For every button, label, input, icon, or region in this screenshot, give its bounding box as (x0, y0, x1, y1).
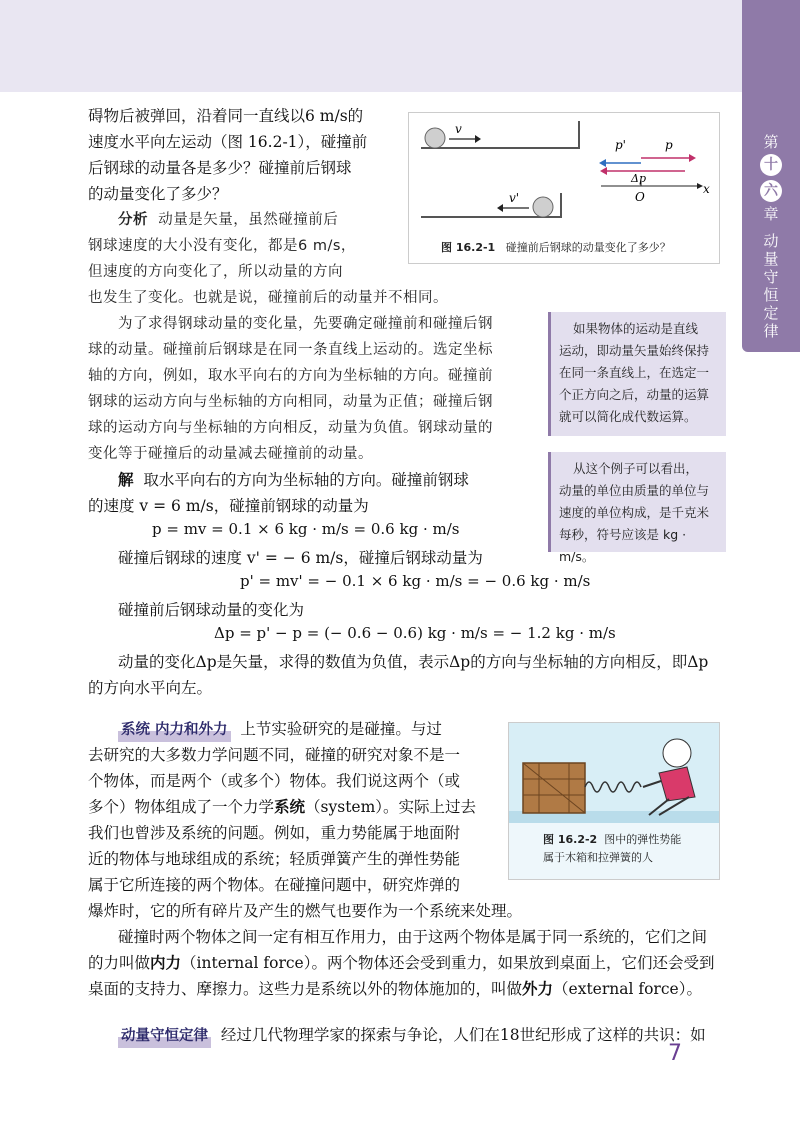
solution-line: 的方向水平向左。 (88, 679, 213, 697)
section-heading-system: 系统 内力和外力 (118, 718, 231, 742)
p-prime-label: p' (615, 138, 626, 152)
equation-2: p' = mv' = − 0.1 × 6 kg · m/s = − 0.6 kg · m/s (240, 572, 591, 590)
analysis-line: 球的运动方向与坐标轴的方向相反，动量为负值。钢球动量的 (88, 420, 493, 436)
solution-line: 动量的变化Δp是矢量，求得的数值为负值，表示Δp的方向与坐标轴的方向相反，即Δp (118, 653, 709, 671)
solution-line: 碰撞后钢球的速度 v' = − 6 m/s，碰撞后钢球动量为 (118, 549, 483, 567)
analysis-line: 钢球速度的大小没有变化，都是6 m/s， (88, 238, 356, 254)
equation-1: p = mv = 0.1 × 6 kg · m/s = 0.6 kg · m/s (152, 520, 460, 538)
system-line: 系统 内力和外力 上节实验研究的是碰撞。与过 (118, 717, 442, 742)
chapter-prefix: 第 (763, 133, 779, 151)
system-line: 的力叫做内力（internal force）。两个物体还会受到重力，如果放到桌面上，它们还会受到 (88, 953, 715, 972)
analysis-line: 分析 动量是矢量，虽然碰撞前后 (118, 212, 339, 228)
text-line: 后钢球的动量各是多少？碰撞前后钢球 (88, 159, 352, 177)
crate-icon (523, 763, 585, 813)
p-label: p (665, 138, 673, 152)
term-internal-force: 内力 (150, 953, 182, 972)
origin-label: O (635, 190, 645, 204)
solution-line: 的速度 v = 6 m/s，碰撞前钢球的动量为 (88, 497, 369, 515)
solution-line: 解 取水平向右的方向为坐标轴的方向。碰撞前钢球 (118, 470, 469, 489)
chapter-number-2: 六 (760, 180, 782, 202)
delta-p-label: Δp (631, 172, 646, 185)
analysis-label: 分析 (118, 212, 148, 228)
text-line: 的动量变化了多少？ (88, 185, 228, 203)
steel-ball-icon (425, 128, 445, 148)
system-line: 属于它所连接的两个物体。在碰撞问题中，研究炸弹的 (88, 876, 461, 894)
header-band (0, 0, 800, 92)
figure-caption: 图 16.2-2 图中的弹性势能 属于木箱和拉弹簧的人 (543, 833, 682, 864)
term-external-force: 外力 (522, 979, 554, 998)
figure-16-2-2 (508, 722, 720, 880)
system-line: 碰撞时两个物体之间一定有相互作用力，由于这两个物体是属于同一系统的，它们之间 (118, 928, 708, 946)
system-line: 多个）物体组成了一个力学系统（system）。实际上过去 (88, 797, 477, 816)
text-line: 速度水平向左运动（图 16.2-1），碰撞前 (88, 133, 368, 151)
solution-line: 碰撞前后钢球动量的变化为 (118, 601, 305, 619)
solution-label: 解 (118, 470, 134, 489)
analysis-line: 钢球的运动方向与坐标轴的方向相同，动量为正值；碰撞后钢 (88, 394, 493, 410)
analysis-line: 变化等于碰撞后的动量减去碰撞前的动量。 (88, 446, 373, 462)
chapter-title: 动量守恒定律 (763, 232, 779, 340)
x-axis-label: x (703, 182, 710, 196)
system-line: 我们也曾涉及系统的问题。例如，重力势能属于地面附 (88, 824, 461, 842)
text-line: 碍物后被弹回，沿着同一直线以6 m/s的 (88, 107, 364, 125)
figure-16-2-1 (408, 112, 720, 264)
equation-3: Δp = p' − p = (− 0.6 − 0.6) kg · m/s = − 1.2 kg · m/s (214, 624, 616, 642)
system-line: 去研究的大多数力学问题不同，碰撞的研究对象不是一 (88, 746, 461, 764)
term-system: 系统 (274, 797, 306, 816)
analysis-line: 但速度的方向变化了，所以动量的方向 (88, 264, 343, 280)
page-number: 7 (668, 1041, 682, 1066)
section-heading-momentum-law: 动量守恒定律 (118, 1024, 211, 1048)
system-line: 个物体，而是两个（或多个）物体。我们说这两个（或 (88, 772, 461, 790)
chapter-suffix: 章 (763, 205, 779, 223)
crate-spring-illustration (509, 723, 719, 823)
velocity-after-label: v' (509, 191, 520, 205)
analysis-line: 为了求得钢球动量的变化量，先要确定碰撞前和碰撞后钢 (118, 316, 493, 332)
law-line: 动量守恒定律 经过几代物理学家的探索与争论，人们在18世纪形成了这样的共识：如 (118, 1023, 706, 1048)
chapter-number-1: 十 (760, 154, 782, 176)
system-line: 桌面的支持力、摩擦力。这些力是系统以外的物体施加的，叫做外力（external force）。 (88, 979, 702, 998)
system-line: 爆炸时，它的所有碎片及产生的燃气也要作为一个系统来处理。 (88, 902, 523, 920)
velocity-label: v (455, 122, 462, 136)
margin-note-2: 从这个例子可以看出， 动量的单位由质量的单位与 速度的单位构成，是千克米 每秒，符号应该是 kg · m/s。 (548, 452, 726, 552)
chapter-tab (742, 0, 800, 352)
margin-note-1: 如果物体的运动是直线 运动，即动量矢量始终保持 在同一条直线上，在选定一 个正方向之后，动量的运算 就可以简化成代数运算。 (548, 312, 726, 436)
analysis-line: 球的动量。碰撞前后钢球是在同一条直线上运动的。选定坐标 (88, 342, 493, 358)
analysis-line: 也发生了变化。也就是说，碰撞前后的动量并不相同。 (88, 290, 448, 306)
system-line: 近的物体与地球组成的系统；轻质弹簧产生的弹性势能 (88, 850, 461, 868)
steel-ball-icon (533, 197, 553, 217)
figure-caption: 图 16.2-1 碰撞前后钢球的动量变化了多少？ (441, 241, 671, 254)
analysis-line: 轴的方向，例如，取水平向右的方向为坐标轴的方向。碰撞前 (88, 368, 493, 384)
